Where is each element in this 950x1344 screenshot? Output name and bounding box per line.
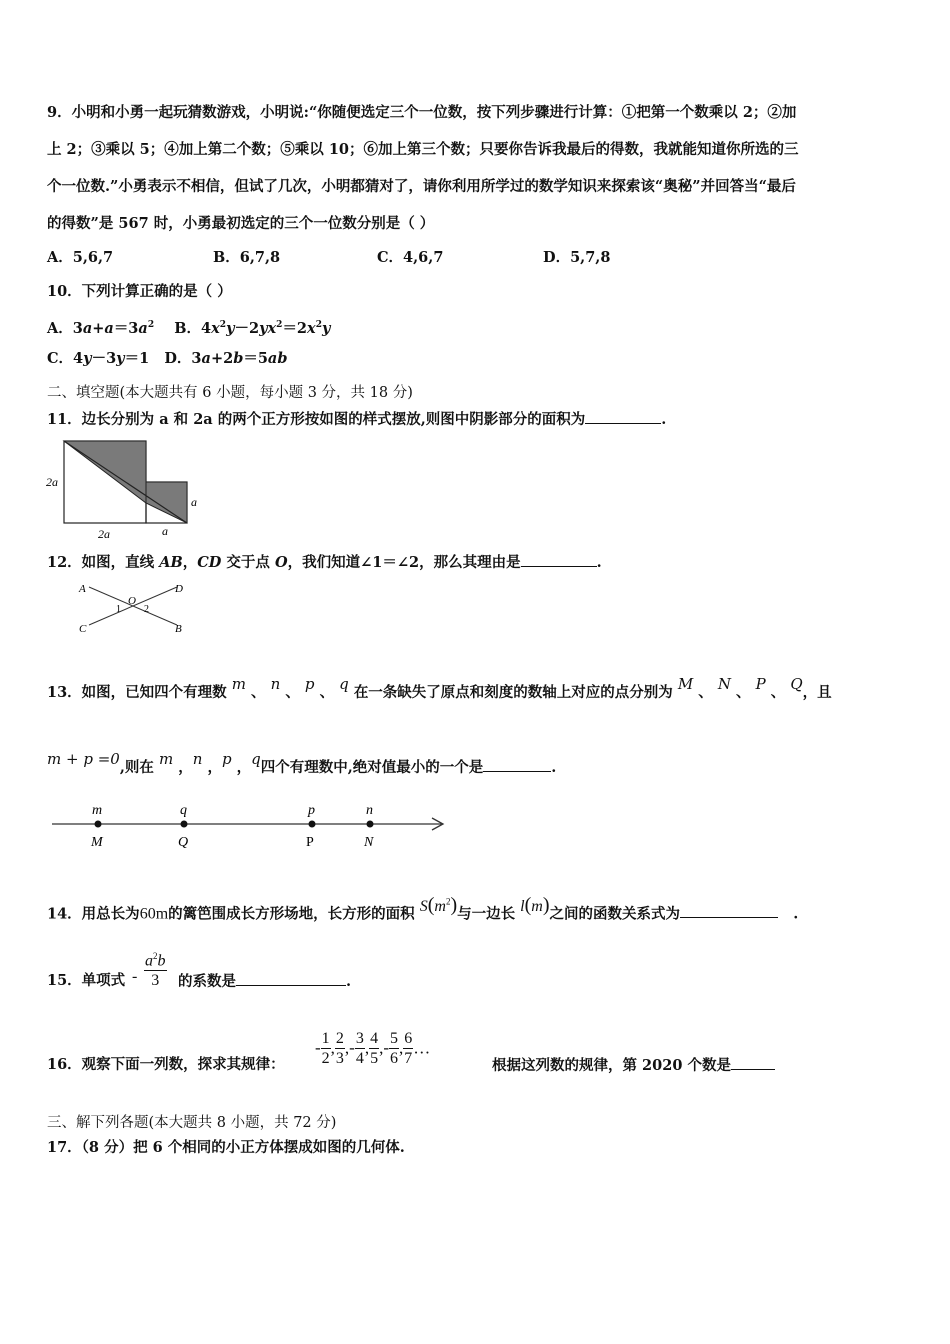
q15-stem: 15．单项式: [47, 972, 126, 989]
q13-equation: m + p =0: [47, 750, 120, 768]
q13-bottom-label-n: N: [364, 835, 374, 850]
q13-number-line-figure: [50, 799, 460, 855]
q16-term-2: $\frac{2}{3}$: [335, 1030, 344, 1067]
q9-option-b: B．6,7,8: [213, 249, 281, 266]
q13-top-label-q: q: [180, 803, 187, 818]
q11-label-left: 2a: [46, 475, 58, 489]
q12-answer-blank: [521, 552, 597, 567]
q9-line-2: 上 2；③乘以 5；④加上第二个数；⑤乘以 10；⑥加上第三个数；只要你告诉我最后的得数，我就能知道你所选的三: [47, 141, 799, 158]
q13-point-p: [309, 821, 316, 828]
q13-top-label-n: n: [366, 803, 373, 818]
q13-top-label-p: p: [308, 803, 315, 818]
q12-intersecting-lines-figure: [76, 580, 196, 636]
q11-label-bottom-left: 2a: [98, 527, 110, 541]
q13-bottom-label-q: Q: [178, 835, 189, 850]
q13-point-q: [181, 821, 188, 828]
q10-stem: 10．下列计算正确的是（ ）: [47, 283, 232, 300]
q10-option-a: A．$3a+a=3a^2$: [47, 319, 155, 337]
q12-label-angle-2: 2: [144, 604, 149, 615]
q9-line-3: 个一位数.”小勇表示不相信，但试了几次，小明都猜对了，请你利用所学过的数学知识来探索该“奥秘”并回答当“最后: [47, 178, 796, 195]
q16-stem-tail: 根据这列数的规律，第 2020 个数是: [492, 1055, 775, 1076]
q12-label-angle-1: 1: [116, 604, 121, 615]
section-2-heading: 二、填空题(本大题共有 6 小题，每小题 3 分，共 18 分): [47, 385, 413, 401]
q9-option-a: A．5,6,7: [47, 249, 114, 266]
q10-option-b: B．$4x^2y-2yx^2=2x^2y$: [174, 319, 331, 337]
q11-label-right: a: [191, 495, 197, 509]
q17-stem: 17．（8 分）把 6 个相同的小正方体摆成如图的几何体.: [47, 1139, 405, 1156]
section-3-heading: 三、解下列各题(本大题共 8 小题，共 72 分): [47, 1115, 337, 1131]
q16-term-5: - $\frac{5}{6}$: [383, 1030, 399, 1067]
q13-top-label-m: m: [92, 803, 103, 818]
q12-label-c: C: [79, 623, 87, 635]
q9-option-c: C．4,6,7: [377, 249, 444, 266]
q16-term-4: $\frac{4}{5}$: [370, 1030, 379, 1067]
q9-line-4: 的得数”是 567 时，小勇最初选定的三个一位数分别是（ ）: [47, 215, 435, 232]
q14-stem: 14．用总长为60m的篱笆围成长方形场地，长方形的面积 $S(m^2)$与一边长 l(m)之间的函数关系式为 .: [47, 894, 799, 923]
q13-point-m: [95, 821, 102, 828]
q16-term-6: $\frac{6}{7}$: [404, 1030, 413, 1067]
q9-line-1: 9．小明和小勇一起玩猜数游戏，小明说:“你随便选定三个一位数，按下列步骤进行计算：①把第一个数乘以 2；②加: [47, 104, 797, 121]
q11-stem: 11．边长分别为 a 和 2a 的两个正方形按如图的样式摆放,则图中阴影部分的面积为 .: [47, 411, 667, 428]
q12-stem: 12．如图，直线 AB，CD 交于点 O，我们知道∠1＝∠2，那么其理由是 .: [47, 554, 602, 571]
q10-options-ab: [47, 315, 330, 339]
q12-label-d: D: [175, 583, 183, 595]
q11-shaded-region-large: [64, 441, 146, 503]
q13-point-n: [367, 821, 374, 828]
q13-answer-blank: [483, 757, 551, 772]
q15-answer-blank: [236, 971, 346, 986]
q11-shaded-region-small: [146, 482, 187, 523]
q9-option-d: D．5,7,8: [543, 249, 611, 266]
q16-stem: 16．观察下面一列数，探求其规律：: [47, 1056, 285, 1073]
q11-label-bottom-right: a: [162, 524, 168, 538]
q16-sequence: - $\frac{1}{2}$ , $\frac{2}{3}$ ,- $\frac{3}{4}$ , $\frac{4}{5}$ ,- $\frac{5}{6}$ , $\frac{6}{7}$ …: [315, 1030, 431, 1067]
q12-label-b: B: [175, 623, 182, 635]
q10-option-d: D．3a+2b＝5ab: [164, 350, 288, 367]
q12-label-o: O: [128, 595, 136, 607]
q10-options-cd: [47, 349, 287, 369]
q12-label-a: A: [79, 583, 86, 595]
q13-line-2: m + p =0,则在 m ，n ，p ，q四个有理数中,绝对值最小的一个是 .: [47, 750, 557, 776]
q13-line-1: 13．如图，已知四个有理数 m 、 n 、 p 、 q 在一条缺失了原点和刻度的数轴上对应的点分别为 M 、 N 、 P 、 Q，且: [47, 675, 832, 701]
q11-squares-figure: [40, 438, 210, 542]
q15-stem-tail: 的系数是 .: [178, 973, 352, 990]
q13-bottom-label-m: M: [91, 835, 103, 850]
q10-option-c: C．4y－3y＝1: [47, 350, 150, 367]
q16-term-3: - $\frac{3}{4}$: [349, 1030, 364, 1067]
q13-bottom-label-p: P: [306, 835, 314, 850]
q11-answer-blank: [585, 409, 661, 424]
q14-answer-blank: [680, 903, 778, 918]
q16-term-1: - $\frac{1}{2}$: [315, 1030, 330, 1067]
q16-answer-blank: [731, 1055, 775, 1070]
